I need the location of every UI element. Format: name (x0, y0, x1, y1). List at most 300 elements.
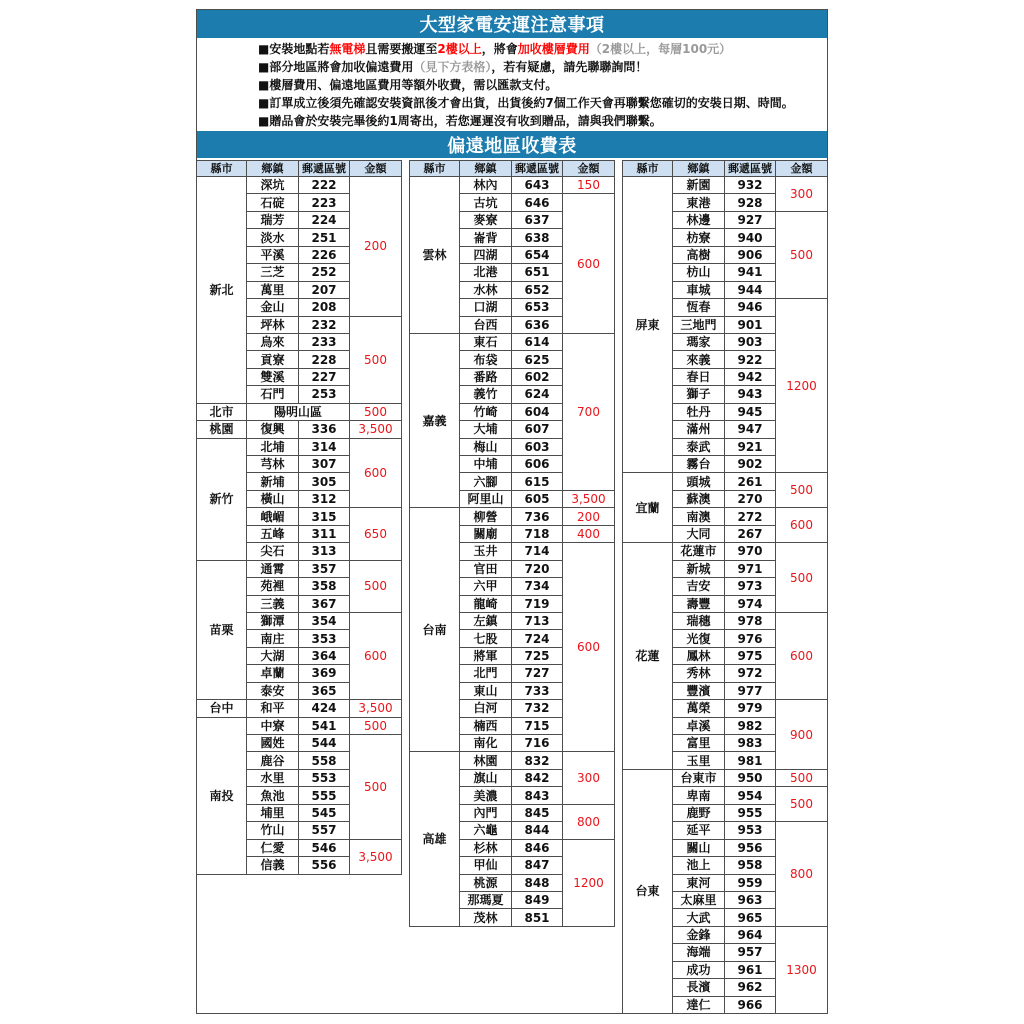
town-cell: 信義 (247, 857, 299, 874)
town-cell: 七股 (460, 630, 512, 647)
fee-cell: 1200 (776, 299, 828, 473)
town-cell: 義竹 (460, 386, 512, 403)
town-cell: 玉里 (673, 752, 725, 769)
town-cell: 楠西 (460, 718, 512, 735)
town-cell: 國姓 (247, 735, 299, 752)
town-cell: 霧台 (673, 456, 725, 473)
zip-cell: 974 (725, 596, 776, 613)
zip-cell: 311 (299, 526, 350, 543)
town-cell: 關廟 (460, 526, 512, 543)
town-cell: 太麻里 (673, 892, 725, 909)
fee-cell: 800 (563, 805, 615, 840)
town-cell: 苑裡 (247, 578, 299, 595)
zip-cell: 845 (512, 805, 563, 822)
column-header: 縣市 (622, 160, 673, 177)
zip-cell: 614 (512, 334, 563, 351)
zip-cell: 946 (725, 299, 776, 316)
town-cell: 水林 (460, 282, 512, 299)
fee-cell: 600 (776, 613, 828, 700)
town-cell: 雙溪 (247, 369, 299, 386)
fee-table-title: 偏遠地區收費表 (447, 135, 577, 157)
zip-cell: 942 (725, 369, 776, 386)
zip-cell: 603 (512, 439, 563, 456)
zip-cell: 732 (512, 700, 563, 717)
town-cell: 泰安 (247, 683, 299, 700)
zip-cell: 365 (299, 683, 350, 700)
town-cell: 四湖 (460, 247, 512, 264)
town-cell: 那瑪夏 (460, 892, 512, 909)
zip-cell: 606 (512, 456, 563, 473)
town-cell: 貢寮 (247, 351, 299, 368)
zip-cell: 358 (299, 578, 350, 595)
county-cell: 台中 (196, 700, 247, 717)
county-cell: 花蓮 (622, 543, 673, 770)
zip-cell: 651 (512, 264, 563, 281)
zip-cell: 945 (725, 404, 776, 421)
town-cell: 大湖 (247, 648, 299, 665)
town-cell: 玉井 (460, 543, 512, 560)
column-header: 縣市 (196, 160, 247, 177)
town-cell: 石門 (247, 386, 299, 403)
town-cell: 新城 (673, 561, 725, 578)
county-cell: 南投 (196, 718, 247, 875)
fee-cell: 500 (776, 212, 828, 299)
zip-cell: 313 (299, 543, 350, 560)
town-cell: 林園 (460, 752, 512, 769)
zip-cell: 958 (725, 857, 776, 874)
town-cell: 鹿野 (673, 805, 725, 822)
zip-cell: 270 (725, 491, 776, 508)
town-cell: 大埔 (460, 421, 512, 438)
zip-cell: 981 (725, 752, 776, 769)
notice-text: 加收樓層費用 (517, 42, 590, 56)
town-cell: 三義 (247, 596, 299, 613)
town-cell: 布袋 (460, 351, 512, 368)
zip-cell: 353 (299, 630, 350, 647)
town-cell: 將軍 (460, 648, 512, 665)
notice-text: ■安裝地點若 (258, 42, 330, 56)
town-cell: 高樹 (673, 247, 725, 264)
zip-cell: 222 (299, 177, 350, 194)
county-cell: 台東 (622, 770, 673, 1014)
zip-cell: 602 (512, 369, 563, 386)
zip-cell: 253 (299, 386, 350, 403)
town-cell: 中寮 (247, 718, 299, 735)
town-cell: 中埔 (460, 456, 512, 473)
zip-cell: 624 (512, 386, 563, 403)
fee-cell: 200 (350, 177, 402, 317)
county-cell: 屏東 (622, 177, 673, 473)
notice-text: ，若有疑慮，請先聯聯詢問！ (491, 60, 648, 74)
zip-cell: 267 (725, 526, 776, 543)
zip-cell: 734 (512, 578, 563, 595)
zip-cell: 977 (725, 683, 776, 700)
column-header: 郵遞區號 (299, 160, 350, 177)
fee-cell: 400 (563, 526, 615, 543)
town-cell: 旗山 (460, 770, 512, 787)
column-header: 金額 (563, 160, 615, 177)
fee-table-title-bar (197, 131, 827, 158)
town-cell: 六龜 (460, 822, 512, 839)
town-cell: 復興 (247, 421, 299, 438)
town-cell: 水里 (247, 770, 299, 787)
fee-cell: 150 (563, 177, 615, 194)
zip-cell: 736 (512, 508, 563, 525)
column-header: 鄉鎮 (673, 160, 725, 177)
town-cell: 枋山 (673, 264, 725, 281)
town-cell: 金鋒 (673, 927, 725, 944)
town-cell: 古坑 (460, 194, 512, 211)
town-cell: 車城 (673, 282, 725, 299)
notice-text: （2樓以上，每層100元） (589, 42, 732, 56)
town-cell: 壽豐 (673, 596, 725, 613)
fee-cell: 500 (350, 561, 402, 613)
zip-cell: 903 (725, 334, 776, 351)
zip-cell: 557 (299, 822, 350, 839)
zip-cell: 653 (512, 299, 563, 316)
fee-cell: 600 (563, 543, 615, 752)
town-cell: 瑞穗 (673, 613, 725, 630)
fee-cell: 900 (776, 700, 828, 770)
fee-cell: 1200 (563, 840, 615, 927)
zip-cell: 972 (725, 665, 776, 682)
town-cell: 鹿谷 (247, 752, 299, 769)
town-cell: 五峰 (247, 526, 299, 543)
zip-cell: 962 (725, 979, 776, 996)
zip-cell: 971 (725, 561, 776, 578)
zip-cell: 227 (299, 369, 350, 386)
town-cell: 瑪家 (673, 334, 725, 351)
town-cell: 延平 (673, 822, 725, 839)
town-cell: 北門 (460, 665, 512, 682)
town-cell: 甲仙 (460, 857, 512, 874)
zip-cell: 842 (512, 770, 563, 787)
zip-cell: 720 (512, 561, 563, 578)
zip-cell: 652 (512, 282, 563, 299)
town-cell: 三芝 (247, 264, 299, 281)
town-cell: 新埔 (247, 473, 299, 490)
town-cell: 池上 (673, 857, 725, 874)
zip-cell: 851 (512, 909, 563, 926)
fee-table-group (196, 160, 402, 1014)
zip-cell: 927 (725, 212, 776, 229)
fee-cell: 3,500 (563, 491, 615, 508)
town-cell: 口湖 (460, 299, 512, 316)
notice-line (258, 40, 820, 58)
town-cell: 內門 (460, 805, 512, 822)
zip-cell: 846 (512, 840, 563, 857)
town-cell: 東山 (460, 683, 512, 700)
county-cell: 嘉義 (409, 334, 460, 508)
fee-cell: 500 (776, 787, 828, 822)
fee-cell: 600 (776, 508, 828, 543)
town-cell: 烏來 (247, 334, 299, 351)
zip-cell: 978 (725, 613, 776, 630)
zip-cell: 364 (299, 648, 350, 665)
notice-title: 大型家電安運注意事項 (419, 15, 605, 36)
county-cell: 宜蘭 (622, 473, 673, 543)
town-cell: 獅潭 (247, 613, 299, 630)
town-cell: 柳營 (460, 508, 512, 525)
town-cell: 龍崎 (460, 596, 512, 613)
town-cell: 東港 (673, 194, 725, 211)
fee-cell: 500 (350, 404, 402, 421)
zip-cell: 966 (725, 997, 776, 1014)
zip-cell: 556 (299, 857, 350, 874)
zip-cell: 369 (299, 665, 350, 682)
zip-cell: 955 (725, 805, 776, 822)
town-cell: 花蓮市 (673, 543, 725, 560)
county-cell: 高雄 (409, 752, 460, 926)
fee-cell: 500 (776, 770, 828, 787)
zip-cell: 715 (512, 718, 563, 735)
town-cell: 竹山 (247, 822, 299, 839)
fee-cell: 600 (350, 613, 402, 700)
column-header: 縣市 (409, 160, 460, 177)
zip-cell: 208 (299, 299, 350, 316)
zip-cell: 964 (725, 927, 776, 944)
town-cell: 坪林 (247, 317, 299, 334)
zip-cell: 625 (512, 351, 563, 368)
town-cell: 仁愛 (247, 840, 299, 857)
town-cell: 枋寮 (673, 229, 725, 246)
county-cell: 桃園 (196, 421, 247, 438)
town-cell: 長濱 (673, 979, 725, 996)
town-cell: 六甲 (460, 578, 512, 595)
town-cell: 和平 (247, 700, 299, 717)
town-cell: 淡水 (247, 229, 299, 246)
town-cell: 官田 (460, 561, 512, 578)
notice-list (258, 40, 820, 130)
notice-line (258, 112, 820, 130)
zip-cell: 954 (725, 787, 776, 804)
zip-cell: 228 (299, 351, 350, 368)
zip-cell: 965 (725, 909, 776, 926)
zip-cell: 943 (725, 386, 776, 403)
fee-cell: 500 (350, 317, 402, 404)
fee-cell: 500 (350, 735, 402, 840)
town-cell: 魚池 (247, 787, 299, 804)
town-cell: 美濃 (460, 787, 512, 804)
zip-cell: 963 (725, 892, 776, 909)
zip-cell: 959 (725, 875, 776, 892)
zip-cell: 615 (512, 473, 563, 490)
zip-cell: 970 (725, 543, 776, 560)
town-cell: 深坑 (247, 177, 299, 194)
town-cell: 茂林 (460, 909, 512, 926)
town-cell: 富里 (673, 735, 725, 752)
zip-cell: 953 (725, 822, 776, 839)
zip-cell: 979 (725, 700, 776, 717)
town-cell: 卓蘭 (247, 665, 299, 682)
zip-cell: 252 (299, 264, 350, 281)
town-cell: 埔里 (247, 805, 299, 822)
county-cell: 雲林 (409, 177, 460, 334)
zip-cell: 719 (512, 596, 563, 613)
zip-cell: 724 (512, 630, 563, 647)
town-cell: 春日 (673, 369, 725, 386)
zip-cell: 983 (725, 735, 776, 752)
town-cell: 陽明山區 (247, 404, 350, 421)
zip-cell: 636 (512, 317, 563, 334)
zip-cell: 843 (512, 787, 563, 804)
zip-cell: 947 (725, 421, 776, 438)
town-cell: 光復 (673, 630, 725, 647)
town-cell: 頭城 (673, 473, 725, 490)
town-cell: 左鎮 (460, 613, 512, 630)
column-header: 郵遞區號 (512, 160, 563, 177)
town-cell: 秀林 (673, 665, 725, 682)
fee-cell: 700 (563, 334, 615, 491)
zip-cell: 832 (512, 752, 563, 769)
town-cell: 南澳 (673, 508, 725, 525)
town-cell: 吉安 (673, 578, 725, 595)
notice-text: ，將會 (481, 42, 518, 56)
town-cell: 卓溪 (673, 718, 725, 735)
zip-cell: 607 (512, 421, 563, 438)
town-cell: 成功 (673, 962, 725, 979)
town-cell: 海端 (673, 944, 725, 961)
zip-cell: 944 (725, 282, 776, 299)
town-cell: 芎林 (247, 456, 299, 473)
zip-cell: 312 (299, 491, 350, 508)
town-cell: 金山 (247, 299, 299, 316)
column-header: 金額 (350, 160, 402, 177)
town-cell: 滿州 (673, 421, 725, 438)
zip-cell: 367 (299, 596, 350, 613)
zip-cell: 637 (512, 212, 563, 229)
zip-cell: 305 (299, 473, 350, 490)
fee-cell: 650 (350, 508, 402, 560)
town-cell: 北埔 (247, 439, 299, 456)
town-cell: 橫山 (247, 491, 299, 508)
zip-cell: 336 (299, 421, 350, 438)
county-cell: 新竹 (196, 439, 247, 561)
zip-cell: 646 (512, 194, 563, 211)
zip-cell: 315 (299, 508, 350, 525)
zip-cell: 233 (299, 334, 350, 351)
notice-text: ■贈品會於安裝完畢後約1周寄出，若您遲遲沒有收到贈品，請與我們聯繫。 (258, 114, 662, 128)
zip-cell: 357 (299, 561, 350, 578)
notice-line (258, 76, 820, 94)
fee-cell: 3,500 (350, 421, 402, 438)
town-cell: 泰武 (673, 439, 725, 456)
zip-cell: 849 (512, 892, 563, 909)
zip-cell: 847 (512, 857, 563, 874)
town-cell: 通霄 (247, 561, 299, 578)
town-cell: 白河 (460, 700, 512, 717)
fee-cell: 500 (776, 543, 828, 613)
zip-cell: 307 (299, 456, 350, 473)
zip-cell: 928 (725, 194, 776, 211)
zip-cell: 541 (299, 718, 350, 735)
town-cell: 六腳 (460, 473, 512, 490)
zip-cell: 638 (512, 229, 563, 246)
zip-cell: 733 (512, 683, 563, 700)
town-cell: 杉林 (460, 840, 512, 857)
notice-text: （見下方表格） (413, 60, 492, 74)
town-cell: 林邊 (673, 212, 725, 229)
notice-title-bar (197, 10, 827, 38)
zip-cell: 957 (725, 944, 776, 961)
fee-cell: 300 (563, 752, 615, 804)
town-cell: 竹崎 (460, 404, 512, 421)
fee-cell: 600 (350, 439, 402, 509)
zip-cell: 545 (299, 805, 350, 822)
fee-cell: 1300 (776, 927, 828, 1014)
town-cell: 桃源 (460, 875, 512, 892)
zip-cell: 314 (299, 439, 350, 456)
town-cell: 新園 (673, 177, 725, 194)
fee-cell: 800 (776, 822, 828, 927)
town-cell: 萬里 (247, 282, 299, 299)
zip-cell: 848 (512, 875, 563, 892)
notice-text: ■訂單成立後須先確認安裝資訊後才會出貨，出貨後約7個工作天會再聯繫您確切的安裝日期、時間。 (258, 96, 794, 110)
town-cell: 平溪 (247, 247, 299, 264)
notice-text: 2樓以上 (437, 42, 482, 56)
town-cell: 卑南 (673, 787, 725, 804)
town-cell: 萬榮 (673, 700, 725, 717)
zip-cell: 902 (725, 456, 776, 473)
zip-cell: 976 (725, 630, 776, 647)
fee-cell: 200 (563, 508, 615, 525)
fee-cell: 500 (350, 718, 402, 735)
zip-cell: 932 (725, 177, 776, 194)
zip-cell: 251 (299, 229, 350, 246)
zip-cell: 223 (299, 194, 350, 211)
town-cell: 來義 (673, 351, 725, 368)
zip-cell: 605 (512, 491, 563, 508)
town-cell: 大同 (673, 526, 725, 543)
zip-cell: 901 (725, 317, 776, 334)
zip-cell: 975 (725, 648, 776, 665)
zip-cell: 546 (299, 840, 350, 857)
fee-table-group (409, 160, 615, 1014)
town-cell: 南化 (460, 735, 512, 752)
zip-cell: 713 (512, 613, 563, 630)
zip-cell: 956 (725, 840, 776, 857)
notice-text: 無電梯 (329, 42, 366, 56)
zip-cell: 714 (512, 543, 563, 560)
zip-cell: 725 (512, 648, 563, 665)
town-cell: 峨嵋 (247, 508, 299, 525)
town-cell: 鳳林 (673, 648, 725, 665)
town-cell: 關山 (673, 840, 725, 857)
zip-cell: 272 (725, 508, 776, 525)
fee-cell: 3,500 (350, 700, 402, 717)
zip-cell: 261 (725, 473, 776, 490)
zip-cell: 941 (725, 264, 776, 281)
zip-cell: 982 (725, 718, 776, 735)
town-cell: 豐濱 (673, 683, 725, 700)
notice-line (258, 58, 820, 76)
fee-table-group (622, 160, 828, 1014)
county-cell: 北市 (196, 404, 247, 421)
town-cell: 達仁 (673, 997, 725, 1014)
zip-cell: 950 (725, 770, 776, 787)
zip-cell: 718 (512, 526, 563, 543)
town-cell: 麥寮 (460, 212, 512, 229)
zip-cell: 940 (725, 229, 776, 246)
column-header: 郵遞區號 (725, 160, 776, 177)
town-cell: 梅山 (460, 439, 512, 456)
fee-cell: 500 (776, 473, 828, 508)
notice-text: 且需要搬運至 (365, 42, 438, 56)
zip-cell: 544 (299, 735, 350, 752)
zip-cell: 226 (299, 247, 350, 264)
notice-text: ■樓層費用、偏遠地區費用等額外收費，需以匯款支付。 (258, 78, 558, 92)
town-cell: 台東市 (673, 770, 725, 787)
